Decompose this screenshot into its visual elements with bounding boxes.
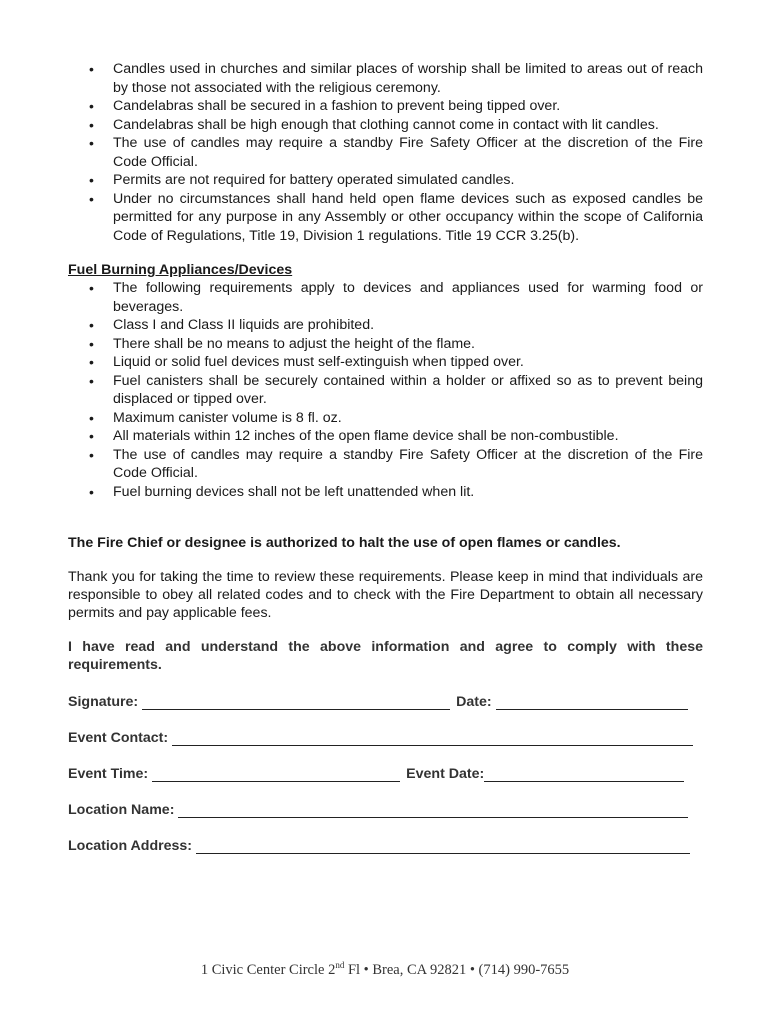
list-item: • The use of candles may require a standby Fire Safety Officer at the discretion of the Fire Code Official.: [68, 446, 703, 483]
footer-superscript: nd: [335, 960, 345, 970]
event-date-field[interactable]: [484, 767, 684, 782]
location-address-label: Location Address:: [68, 838, 193, 854]
event-time-label: Event Time:: [68, 766, 149, 782]
list-item: • Liquid or solid fuel devices must self-extinguish when tipped over.: [68, 353, 703, 372]
list-item: • The following requirements apply to devices and appliances used for warming food or beverages.: [68, 279, 703, 316]
footer-address-part1: 1 Civic Center Circle 2: [200, 961, 336, 978]
signature-field[interactable]: [142, 695, 450, 710]
list-item: • Fuel canisters shall be securely contained within a holder or affixed so as to prevent being displaced or tipped over.: [68, 372, 703, 409]
footer-address-part2: Fl • Brea, CA 92821 • (714) 990-7655: [344, 961, 570, 978]
event-contact-label: Event Contact:: [68, 730, 169, 746]
document-page: [68, 60, 703, 872]
location-name-label: Location Name:: [68, 802, 175, 818]
date-field[interactable]: [496, 695, 688, 710]
list-item: • Maximum canister volume is 8 fl. oz.: [68, 409, 703, 428]
list-item: • All materials within 12 inches of the open flame device shall be non-combustible.: [68, 427, 703, 446]
list-item: • There shall be no means to adjust the height of the flame.: [68, 335, 703, 354]
fuel-rules-list: [68, 279, 703, 501]
location-address-field[interactable]: [196, 839, 690, 854]
list-item: • Permits are not required for battery operated simulated candles.: [68, 171, 703, 190]
event-time-row: [68, 764, 703, 782]
list-item: • The use of candles may require a standby Fire Safety Officer at the discretion of the Fire Code Official.: [68, 134, 703, 171]
footer-address: [0, 960, 770, 979]
list-item: • Candles used in churches and similar places of worship shall be limited to areas out of reach by those not associated with the religious ceremony.: [68, 60, 703, 97]
event-date-label: Event Date:: [406, 766, 485, 782]
list-item: • Candelabras shall be high enough that clothing cannot come in contact with lit candles.: [68, 116, 703, 135]
signature-label: Signature:: [68, 694, 139, 710]
candle-rules-list: [68, 60, 703, 245]
event-contact-field[interactable]: [172, 731, 693, 746]
signature-form: [68, 692, 703, 854]
agreement-statement: I have read and understand the above information and agree to comply with these requirements.: [68, 639, 703, 673]
list-item: • Class I and Class II liquids are prohibited.: [68, 316, 703, 335]
fire-chief-notice: The Fire Chief or designee is authorized to halt the use of open flames or candles.: [68, 535, 621, 551]
location-address-row: [68, 836, 703, 854]
date-label: Date:: [456, 694, 492, 710]
fuel-section-heading: Fuel Burning Appliances/Devices: [68, 262, 293, 278]
list-item: • Fuel burning devices shall not be left unattended when lit.: [68, 483, 703, 502]
location-name-row: [68, 800, 703, 818]
event-contact-row: [68, 728, 703, 746]
event-time-field[interactable]: [152, 767, 400, 782]
list-item: • Candelabras shall be secured in a fashion to prevent being tipped over.: [68, 97, 703, 116]
signature-row: [68, 692, 703, 710]
thank-you-paragraph: Thank you for taking the time to review these requirements. Please keep in mind that individuals are responsible to obey all related codes and to check with the Fire Department to obtain all necessary permits and pay applicable fees.: [68, 569, 703, 621]
list-item: • Under no circumstances shall hand held open flame devices such as exposed candles be permitted for any purpose in any Assembly or other occupancy within the scope of California Code of Regulations, Title 19, Division 1 regulations. Title 19 CCR 3.25(b).: [68, 190, 703, 246]
location-name-field[interactable]: [178, 803, 688, 818]
